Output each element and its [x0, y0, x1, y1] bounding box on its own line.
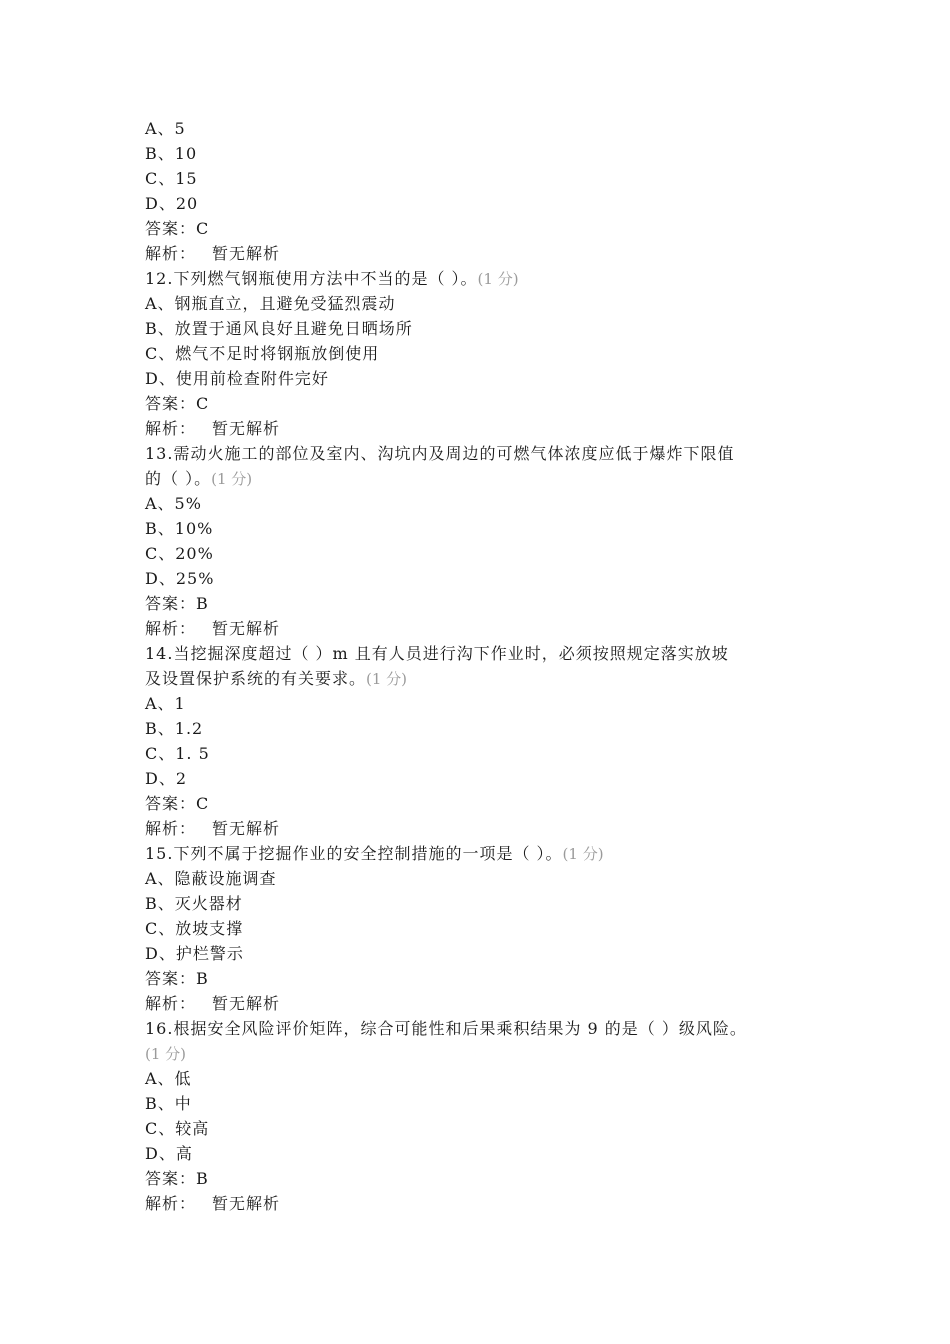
question-score: (1 分) — [366, 670, 408, 688]
question-stem-line1: 14.当挖掘深度超过（ ）m 且有人员进行沟下作业时，必须按照规定落实放坡 — [145, 644, 729, 663]
option-c: C、放坡支撑 — [145, 919, 244, 938]
analysis-text: 暂无解析 — [212, 819, 281, 838]
option-a: A、1 — [145, 694, 186, 713]
analysis — [145, 816, 825, 841]
question-15 — [145, 841, 825, 1016]
option-a: A、隐蔽设施调查 — [145, 869, 277, 888]
question-stem-text: 及设置保护系统的有关要求。 — [145, 669, 367, 688]
option-b: B、中 — [145, 1094, 192, 1113]
analysis — [145, 416, 825, 441]
question-stem-line2 — [145, 466, 825, 491]
option-c: C、较高 — [145, 1119, 210, 1138]
answer: 答案：C — [145, 794, 210, 813]
answer: 答案：B — [145, 1169, 209, 1188]
analysis-text: 暂无解析 — [212, 419, 281, 438]
option-d: D、25% — [145, 569, 215, 588]
analysis-label: 解析： — [145, 419, 197, 438]
option-b: B、10 — [145, 144, 198, 163]
question-score-line — [145, 1041, 825, 1066]
analysis — [145, 991, 825, 1016]
analysis-label: 解析： — [145, 994, 197, 1013]
option-b: B、10% — [145, 519, 214, 538]
analysis-label: 解析： — [145, 819, 197, 838]
option-b: B、1.2 — [145, 719, 204, 738]
question-stem — [145, 266, 825, 291]
answer: 答案：C — [145, 394, 210, 413]
option-c: C、15 — [145, 169, 198, 188]
analysis — [145, 1191, 825, 1216]
option-d: D、护栏警示 — [145, 944, 244, 963]
option-c: C、20% — [145, 544, 214, 563]
analysis-text: 暂无解析 — [212, 994, 281, 1013]
option-c: C、1. 5 — [145, 744, 210, 763]
answer: 答案：B — [145, 969, 209, 988]
question-stem — [145, 841, 825, 866]
option-d: D、使用前检查附件完好 — [145, 369, 329, 388]
option-a: A、5% — [145, 494, 202, 513]
option-a: A、低 — [145, 1069, 192, 1088]
answer: 答案：C — [145, 219, 210, 238]
question-stem-line1: 13.需动火施工的部位及室内、沟坑内及周边的可燃气体浓度应低于爆炸下限值 — [145, 444, 735, 463]
question-16 — [145, 1016, 825, 1216]
option-b: B、放置于通风良好且避免日晒场所 — [145, 319, 413, 338]
analysis-text: 暂无解析 — [212, 1194, 281, 1213]
option-d: D、20 — [145, 194, 199, 213]
option-c: C、燃气不足时将钢瓶放倒使用 — [145, 344, 380, 363]
analysis-label: 解析： — [145, 1194, 197, 1213]
question-score: (1 分) — [211, 470, 253, 488]
analysis-text: 暂无解析 — [212, 244, 281, 263]
question-stem-text: 12.下列燃气钢瓶使用方法中不当的是（ ）。 — [145, 269, 478, 288]
analysis-label: 解析： — [145, 619, 197, 638]
option-a: A、5 — [145, 119, 186, 138]
question-stem-text: 15.下列不属于挖掘作业的安全控制措施的一项是（ ）。 — [145, 844, 563, 863]
analysis — [145, 241, 825, 266]
question-13 — [145, 441, 825, 641]
question-score: (1 分) — [145, 1045, 187, 1063]
option-d: D、高 — [145, 1144, 193, 1163]
analysis-label: 解析： — [145, 244, 197, 263]
question-score: (1 分) — [477, 270, 519, 288]
analysis-text: 暂无解析 — [212, 619, 281, 638]
option-a: A、钢瓶直立，且避免受猛烈震动 — [145, 294, 396, 313]
question-12 — [145, 266, 825, 441]
question-stem: 16.根据安全风险评价矩阵，综合可能性和后果乘积结果为 9 的是（ ）级风险。 — [145, 1019, 747, 1038]
option-b: B、灭火器材 — [145, 894, 243, 913]
question-11 — [145, 116, 825, 266]
question-document — [145, 116, 825, 1216]
question-stem-line2 — [145, 666, 825, 691]
question-stem-text: 的（ ）。 — [145, 469, 212, 488]
question-score: (1 分) — [562, 845, 604, 863]
question-14 — [145, 641, 825, 841]
option-d: D、2 — [145, 769, 188, 788]
analysis — [145, 616, 825, 641]
answer: 答案：B — [145, 594, 209, 613]
